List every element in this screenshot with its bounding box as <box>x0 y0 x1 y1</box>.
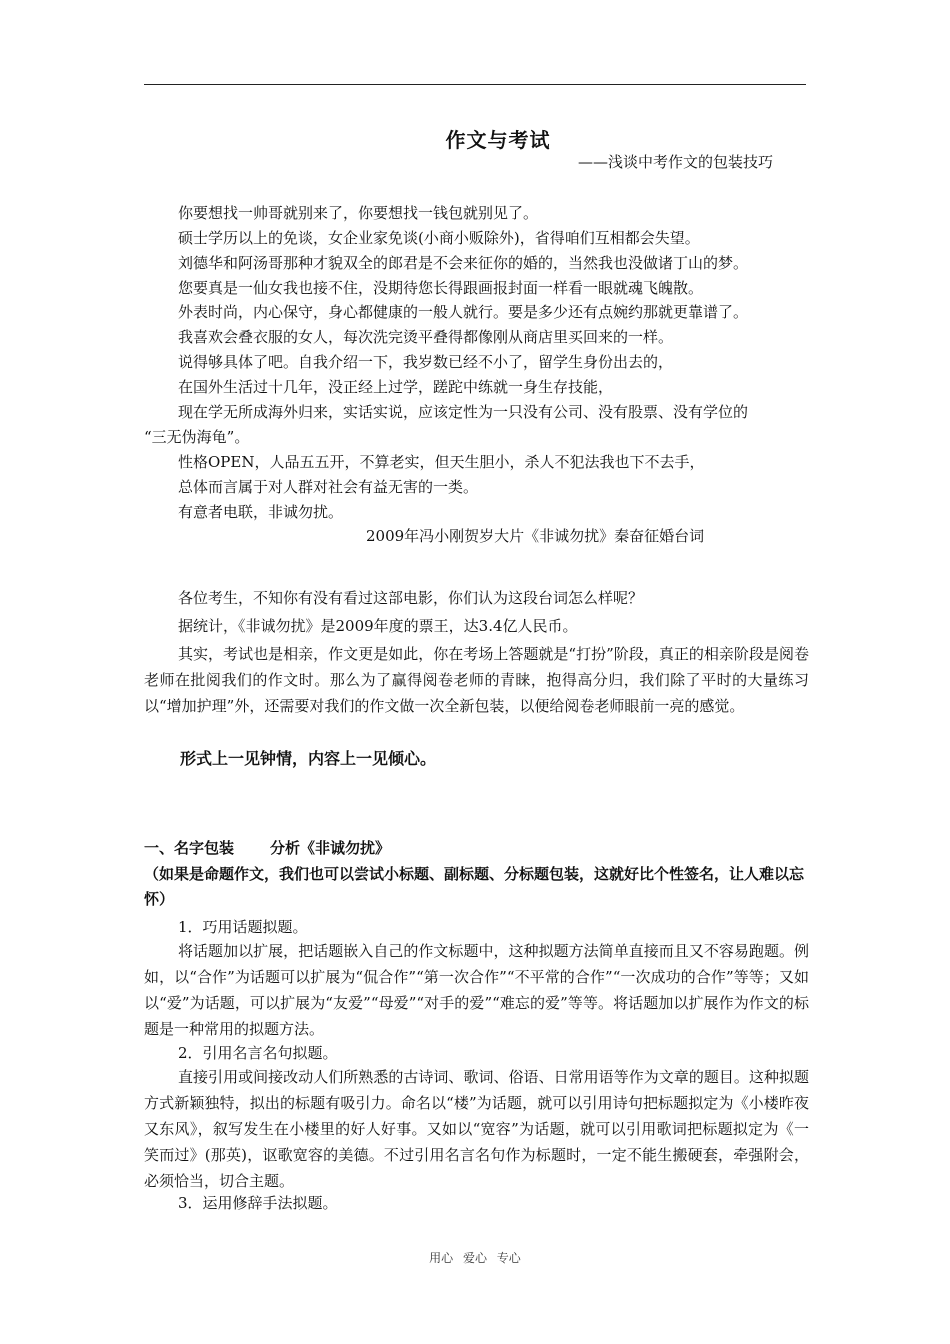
intro-paragraph: 各位考生，不知你有没有看过这部电影，你们认为这段台词怎么样呢？ <box>178 589 644 607</box>
item-body: 将话题加以扩展，把话题嵌入自己的作文标题中，这种拟题方法简单直接而且又不容易跑题。例如，以“合作”为话题可以扩展为“侃合作”“第一次合作”“不平常的合作”“一次成功的合作”等等；又如以“爱”为话题，可以扩展为“友爱”“母爱”“对手的爱”“难忘的爱”等等。将话题加以扩展作为作文的标题是一种常用的拟题方法。 <box>144 942 809 1038</box>
poem-line: 外表时尚，内心保守，身心都健康的一般人就行。要是多少还有点婉约那就更靠谱了。 <box>178 303 749 321</box>
key-message: 形式上一见钟情，内容上一见倾心。 <box>180 749 437 768</box>
poem-line: 在国外生活过十几年，没正经上过学，蹉跎中练就一身生存技能， <box>178 378 614 396</box>
poem-line: “三无伪海龟”。 <box>144 428 250 446</box>
intro-paragraph: 其实，考试也是相亲，作文更是如此，你在考场上答题就是“打扮”阶段，真正的相亲阶段是阅卷老师在批阅我们的作文时。那么为了赢得阅卷老师的青睐，抱得高分归，我们除了平时的大量练习以“增加护理”外，还需要对我们的作文做一次全新包装，以便给阅卷老师眼前一亮的感觉。 <box>144 645 809 715</box>
poem-attribution: 2009年冯小刚贺岁大片《非诚勿扰》秦奋征婚台词 <box>366 527 705 545</box>
section-heading <box>144 837 390 858</box>
poem-line: 总体而言属于对人群对社会有益无害的一类。 <box>178 478 479 496</box>
poem-line: 你要想找一帅哥就别来了，你要想找一钱包就别见了。 <box>178 204 539 222</box>
poem-line: 性格OPEN，人品五五开，不算老实，但天生胆小，杀人不犯法我也下不去手， <box>178 453 705 471</box>
poem-line: 您要真是一仙女我也接不住，没期待您长得跟画报封面一样看一眼就魂飞魄散。 <box>178 279 704 297</box>
poem-line: 说得够具体了吧。自我介绍一下，我岁数已经不小了，留学生身份出去的， <box>178 353 674 371</box>
page-footer: 用心 爱心 专心 <box>429 1251 521 1265</box>
poem-line: 我喜欢会叠衣服的女人，每次洗完烫平叠得都像刚从商店里买回来的一样。 <box>178 328 674 346</box>
poem-line: 刘德华和阿汤哥那种才貌双全的郎君是不会来征你的婚的，当然我也没做诸丁山的梦。 <box>178 254 749 272</box>
poem-line: 硕士学历以上的免谈，女企业家免谈(小商小贩除外)，省得咱们互相都会失望。 <box>178 229 700 247</box>
section-title: 一、名字包装 <box>144 839 235 857</box>
item-title: 1．巧用话题拟题。 <box>178 918 308 936</box>
item-title: 3．运用修辞手法拟题。 <box>178 1194 338 1212</box>
page-subtitle: ——浅谈中考作文的包装技巧 <box>578 153 774 171</box>
item-body: 直接引用或间接改动人们所熟悉的古诗词、歌词、俗语、日常用语等作为文章的题目。这种拟题方式新颖独特，拟出的标题有吸引力。命名以“楼”为话题，就可以引用诗句把标题拟定为《小楼昨夜又东风》，叙写发生在小楼里的好人好事。又如以“宽容”为话题，就可以引用歌词把标题拟定为《一笑而过》(那英)，讴歌宽容的美德。不过引用名言名句作为标题时，一定不能生搬硬套，牵强附会，必须恰当，切合主题。 <box>144 1068 809 1190</box>
item-title: 2．引用名言名句拟题。 <box>178 1044 338 1062</box>
section-note: （如果是命题作文，我们也可以尝试小标题、副标题、分标题包装，这就好比个性签名，让人难以忘怀） <box>144 865 805 908</box>
poem-line: 有意者电联，非诚勿扰。 <box>178 503 344 521</box>
intro-paragraph: 据统计，《非诚勿扰》是2009年度的票王，达3.4亿人民币。 <box>178 617 578 635</box>
page-title: 作文与考试 <box>445 128 551 152</box>
section-analysis: 分析《非诚勿扰》 <box>270 839 391 857</box>
header-rule <box>144 84 806 85</box>
poem-line: 现在学无所成海外归来，实话实说，应该定性为一只没有公司、没有股票、没有学位的 <box>178 403 749 421</box>
